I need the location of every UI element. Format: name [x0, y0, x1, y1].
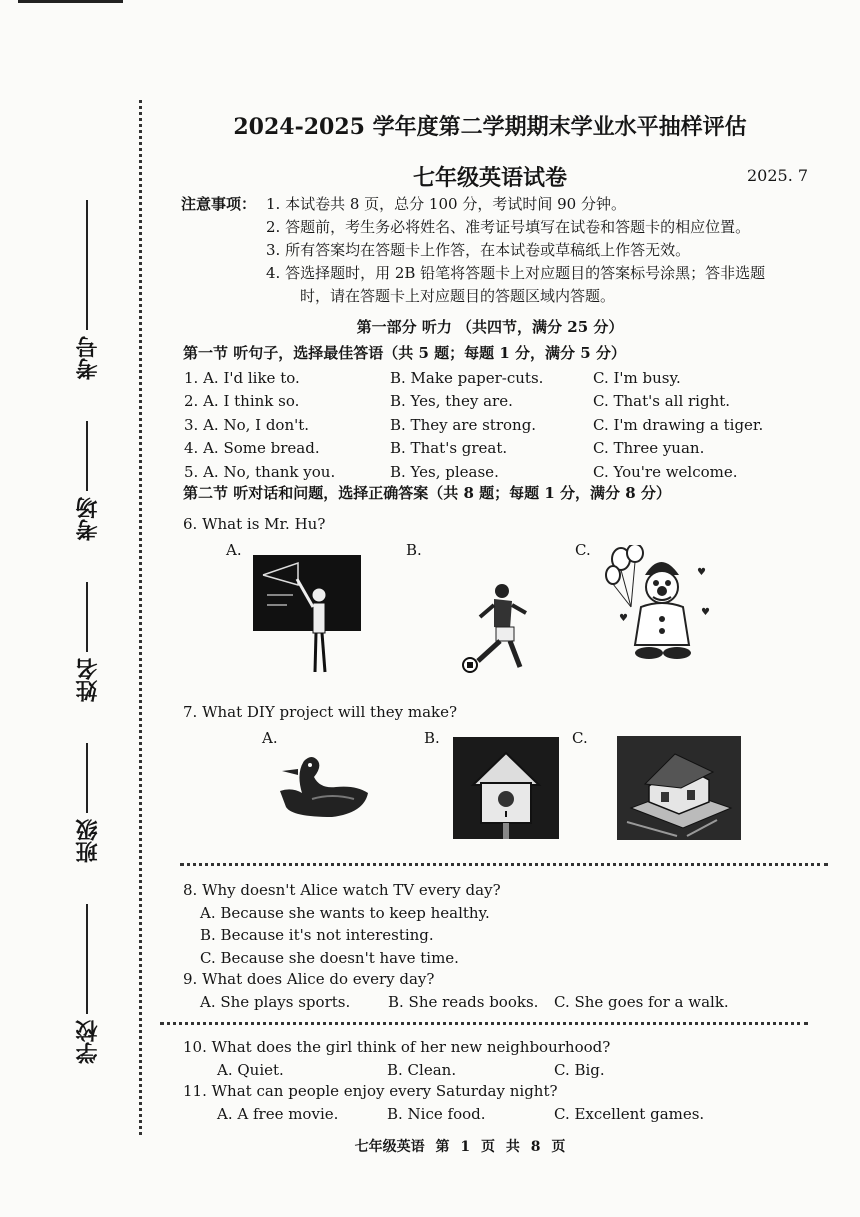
question-text: 9. What does Alice do every day? — [183, 970, 435, 988]
svg-text:♥: ♥ — [697, 567, 706, 578]
notice-item: 时，请在答题卡上对应题目的答题区域内答题。 — [300, 287, 616, 305]
section-heading: 第一节 听句子，选择最佳答语（共 5 题；每题 1 分，满分 5 分） — [183, 344, 626, 362]
option-row: 2. A. I think so. B. Yes, they are. C. That's all right. — [184, 392, 731, 411]
school-label: 学校 — [74, 1020, 101, 1064]
exam-no-label: 考号 — [74, 336, 101, 380]
notice-item: 1. 本试卷共 8 页，总分 100 分，考试时间 90 分钟。 — [266, 195, 626, 213]
option: A. Because she wants to keep healthy. — [200, 903, 490, 922]
question-10 — [183, 1036, 610, 1081]
question-7: 7. What DIY project will they make? — [183, 703, 458, 721]
option-label: A. — [262, 729, 278, 747]
class-label: 班级 — [74, 819, 101, 863]
option-row: 1. A. I'd like to. B. Make paper-cuts. C. I'm busy. — [184, 368, 681, 387]
binding-dotted-line — [139, 100, 142, 1135]
question-text: 8. Why doesn't Alice watch TV every day? — [183, 881, 501, 899]
option-label: C. — [572, 729, 588, 747]
binding-margin — [62, 200, 112, 1070]
school-field — [72, 904, 103, 1070]
option: C. Big. — [554, 1060, 605, 1079]
option: B. She reads books. — [388, 992, 539, 1011]
svg-text:♥: ♥ — [619, 613, 628, 624]
question-8 — [183, 879, 501, 969]
football-player-picture — [458, 583, 538, 673]
exam-subtitle: 七年级英语试卷 — [412, 165, 567, 191]
option: B. Nice food. — [387, 1104, 486, 1123]
notice-block — [181, 193, 821, 308]
option: C. She goes for a walk. — [554, 992, 729, 1011]
svg-text:♥: ♥ — [701, 607, 710, 618]
exam-room-field — [72, 421, 103, 547]
notice-item: 3. 所有答案均在答题卡上作答，在本试卷或草稿纸上作答无效。 — [266, 241, 691, 259]
option-row: 4. A. Some bread. B. That's great. C. Three yuan. — [184, 439, 705, 458]
exam-no-field — [72, 200, 103, 386]
wooden-duck-picture — [272, 753, 372, 825]
name-label: 姓名 — [74, 658, 101, 702]
option: A. She plays sports. — [200, 992, 351, 1011]
notice-item: 4. 答选择题时，用 2B 铅笔将答题卡上对应题目的答案标号涂黑；答非选题 — [266, 264, 766, 282]
exam-date: 2025. 7 — [747, 166, 809, 185]
question-text: 11. What can people enjoy every Saturday night? — [183, 1082, 558, 1100]
page-footer: 七年级英语 第 1 页 共 8 页 — [354, 1139, 566, 1155]
clown-picture — [605, 545, 715, 663]
birdhouse-picture — [453, 737, 559, 839]
teacher-picture — [253, 555, 363, 675]
top-mark — [18, 0, 123, 3]
notice-heading: 注意事项： — [181, 195, 257, 213]
question-9 — [183, 968, 729, 1013]
class-field — [72, 743, 103, 869]
model-house-picture — [617, 736, 741, 840]
option-label: A. — [226, 541, 242, 559]
exam-title: 2024-2025 学年度第二学期期末学业水平抽样评估 — [233, 114, 747, 140]
option-label: C. — [575, 541, 591, 559]
option-label: B. — [424, 729, 440, 747]
option-row: 5. A. No, thank you. B. Yes, please. C. You're welcome. — [184, 462, 738, 481]
notice-item: 2. 答题前，考生务必将姓名、准考证号填写在试卷和答题卡的相应位置。 — [266, 218, 751, 236]
question-11 — [183, 1080, 704, 1125]
option: C. Excellent games. — [554, 1104, 705, 1123]
question-text: 10. What does the girl think of her new neighbourhood? — [183, 1038, 611, 1056]
option: A. A free movie. — [217, 1104, 339, 1123]
option: B. Clean. — [387, 1060, 457, 1079]
part-heading: 第一部分 听力 （共四节，满分 25 分） — [356, 318, 624, 336]
option-label: B. — [406, 541, 422, 559]
option: C. Because she doesn't have time. — [200, 948, 459, 967]
dotted-divider — [180, 863, 828, 866]
option-row: 3. A. No, I don't. B. They are strong. C. I'm drawing a tiger. — [184, 415, 764, 434]
exam-room-label: 考场 — [74, 497, 101, 541]
dotted-divider — [160, 1022, 808, 1025]
question-6: 6. What is Mr. Hu? — [183, 515, 326, 533]
option: A. Quiet. — [217, 1060, 284, 1079]
option: B. Because it's not interesting. — [200, 926, 434, 944]
section1-options — [184, 366, 823, 484]
section-heading: 第二节 听对话和问题，选择正确答案（共 8 题；每题 1 分，满分 8 分） — [183, 484, 671, 502]
name-field — [72, 582, 103, 708]
